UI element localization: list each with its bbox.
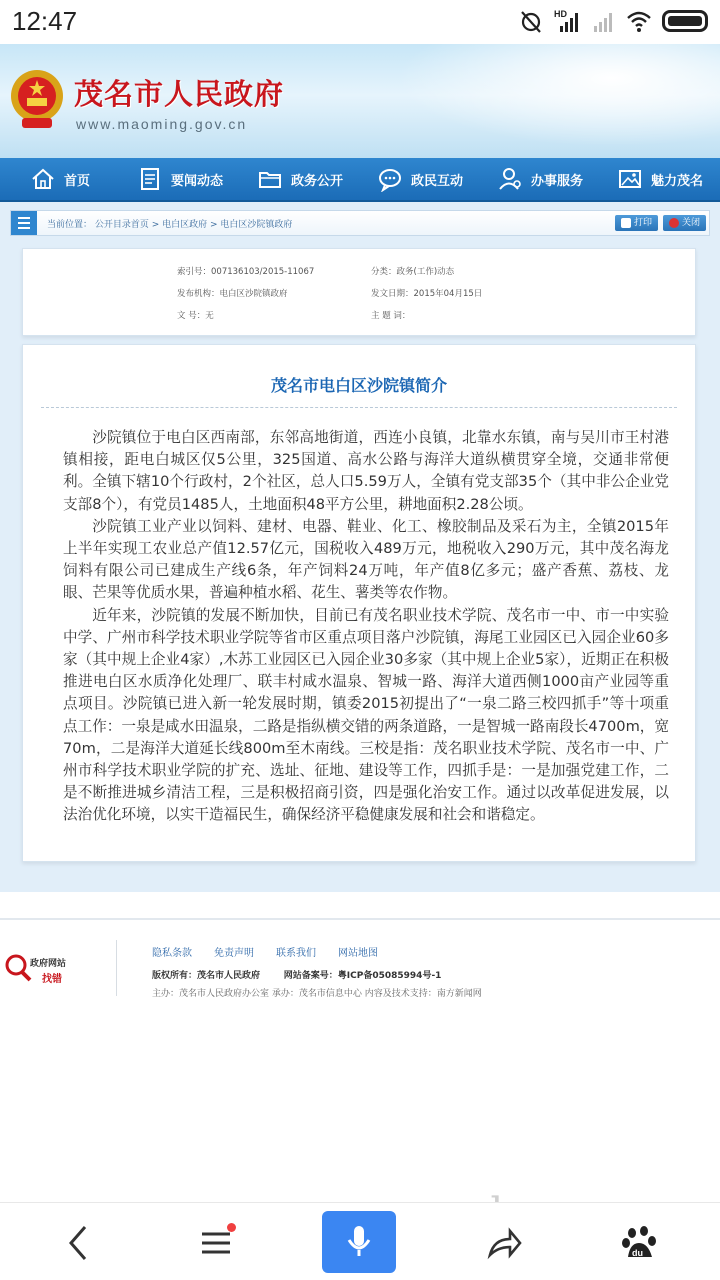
- contact-link[interactable]: 联系我们: [276, 948, 316, 959]
- nav-label: 办事服务: [530, 173, 583, 189]
- copyright-label: 版权所有：: [152, 971, 198, 981]
- document-icon: [137, 166, 163, 192]
- nav-item-interaction[interactable]: [360, 158, 480, 200]
- copyright-value: 茂名市人民政府: [197, 971, 261, 981]
- site-title[interactable]: 茂名市人民政府: [74, 77, 285, 111]
- site-url: www.maoming.gov.cn: [76, 116, 248, 132]
- site-header: [0, 44, 720, 158]
- nav-item-services[interactable]: [480, 158, 600, 200]
- article-title: 茂名市电白区沙院镇简介: [270, 376, 447, 395]
- footer-links: [152, 944, 378, 959]
- main-nav: [0, 158, 720, 202]
- picture-icon: [617, 166, 643, 192]
- nav-item-charm[interactable]: [600, 158, 720, 200]
- battery-icon: [662, 10, 708, 32]
- article-paragraph: 沙院镇工业产业以饲料、建材、电器、鞋业、化工、橡胶制品及采石为主，全镇2015年上半年实现工农业总产值12.57亿元，国税收入489万元，地税收入290万元，其中茂名海龙饲料有限公司已建成生产线6条，年产饲料24万吨，年产值8亿多元；盛产香蕉、荔枝、龙眼、芒果等优质水果，普遍种植水稻、花生、薯类等农作物。: [63, 517, 669, 602]
- user-icon: [497, 166, 523, 192]
- national-emblem-icon: [8, 66, 66, 132]
- copyright-line: [152, 968, 441, 981]
- close-button[interactable]: [663, 215, 706, 231]
- baidu-button[interactable]: [610, 1213, 670, 1273]
- svg-text:du: du: [632, 1248, 643, 1258]
- disclaimer-link[interactable]: 免责声明: [214, 948, 254, 959]
- printer-icon: [621, 218, 631, 228]
- nav-item-gov-affairs[interactable]: [240, 158, 360, 200]
- chat-icon: [377, 166, 403, 192]
- magnifier-logo-icon: [4, 952, 32, 982]
- article-paragraph: 近年来，沙院镇的发展不断加快，目前已有茂名职业技术学院、茂名市一中、市一中实验中学、广州市科学技术职业学院等省市区重点项目落户沙院镇，海尾工业园区已入园企业60多家（其中规上企业4家）,木苏工业园区已入园企业30多家（其中规上企业5家），近期正在积极推进电白区水质净化处理厂、联丰村咸水温泉、智城一路、海洋大道西侧1000亩产业园等重点项目。沙院镇已进入新一轮发展时期，镇委2015初提出了“一泉二路三校四抓手”等十项重点工作：一泉是咸水田温泉，二路是指纵横交错的两条道路，一是智城一路南段长4700m，宽70m，二是海洋大道延长线800m至木南线。三校是指：茂名职业技术学院、茂名市一中、广州市科学技术职业学院的扩充、选址、征地、建设等工作，四抓手是：一是加强党建工作，二是不断推进城乡清洁工程，三是积极招商引资，四是强化治安工作。通过以改革促进发展，以法治优化环境，以实干造福民生，确保经济平稳健康发展和社会和谐稳定。: [63, 606, 669, 824]
- microphone-icon: [344, 1222, 374, 1262]
- chevron-left-icon: [63, 1223, 93, 1263]
- status-bar: [0, 0, 720, 44]
- nav-label: 政务公开: [290, 173, 343, 189]
- nav-label: 首页: [63, 173, 90, 189]
- sponsor-line: 主办：茂名市人民政府办公室 承办：茂名市信息中心 内容及技术支持：南方新闻网: [152, 989, 482, 999]
- close-label: 关闭: [682, 218, 701, 228]
- voice-search-button[interactable]: [322, 1211, 396, 1273]
- icp-value[interactable]: 粤ICP备05085994号-1: [337, 971, 442, 981]
- sitemap-link[interactable]: 网站地图: [338, 948, 378, 959]
- find-error-badge[interactable]: [4, 950, 86, 986]
- alarm-mute-icon: [518, 8, 544, 34]
- article-body: [63, 427, 669, 827]
- close-icon: [669, 218, 679, 228]
- svg-text:HD: HD: [554, 9, 567, 19]
- back-button[interactable]: [48, 1213, 108, 1273]
- main-content: [0, 202, 720, 892]
- meta-subject: 主 题 词：: [371, 311, 411, 321]
- meta-doc-no: 文 号：无: [177, 311, 214, 321]
- signal-weak-icon: [590, 8, 616, 34]
- meta-index-no: 索引号：007136103/2015-11067: [177, 267, 315, 277]
- wifi-icon: [626, 8, 652, 34]
- header-background: [360, 44, 720, 158]
- menu-icon: [11, 211, 37, 235]
- icp-label: 网站备案号：: [283, 971, 338, 981]
- notification-dot: [227, 1223, 236, 1232]
- share-icon: [484, 1223, 524, 1263]
- browser-toolbar: [0, 1202, 720, 1280]
- status-icons: [518, 8, 708, 34]
- nav-label: 要闻动态: [170, 173, 223, 189]
- nav-item-news[interactable]: [120, 158, 240, 200]
- find-error-title: 政府网站: [30, 959, 67, 969]
- baidu-paw-icon: [620, 1223, 660, 1263]
- signal-hd-icon: [554, 8, 580, 34]
- footer-vertical-divider: [116, 940, 117, 996]
- home-icon: [30, 166, 56, 192]
- status-time: 12:47: [12, 6, 78, 36]
- share-button[interactable]: [474, 1213, 534, 1273]
- folder-icon: [257, 166, 283, 192]
- breadcrumb: [10, 210, 710, 236]
- meta-date: 发文日期：2015年04月15日: [371, 289, 483, 299]
- nav-item-home[interactable]: [0, 158, 120, 200]
- find-error-label: 找错: [42, 974, 62, 985]
- nav-label: 政民互动: [410, 173, 463, 189]
- nav-label: 魅力茂名: [650, 173, 703, 189]
- breadcrumb-text[interactable]: 当前位置： 公开目录首页 > 电白区政府 > 电白区沙院镇政府: [47, 220, 293, 230]
- article: [22, 344, 696, 862]
- document-meta: [22, 248, 696, 336]
- hamburger-icon: [199, 1228, 233, 1258]
- print-label: 打印: [634, 218, 653, 228]
- meta-publisher: 发布机构：电白区沙院镇政府: [177, 289, 288, 299]
- divider: [41, 407, 677, 408]
- privacy-link[interactable]: 隐私条款: [152, 948, 192, 959]
- menu-button[interactable]: [186, 1213, 246, 1273]
- site-footer: [0, 920, 720, 1200]
- meta-category: 分类：政务(工作)动态: [371, 267, 455, 277]
- article-paragraph: 沙院镇位于电白区西南部，东邻高地街道，西连小良镇，北靠水东镇，南与吴川市王村港镇相接，距电白城区仅5公里，325国道、高水公路与海洋大道纵横贯穿全境，交通非常便利。全镇下辖10个行政村，2个社区，总人口5.59万人，全镇有党支部35个（其中非公企业党支部8个），有党员1485人，土地面积48平方公里，耕地面积2.28公顷。: [63, 429, 669, 513]
- print-button[interactable]: [615, 215, 658, 231]
